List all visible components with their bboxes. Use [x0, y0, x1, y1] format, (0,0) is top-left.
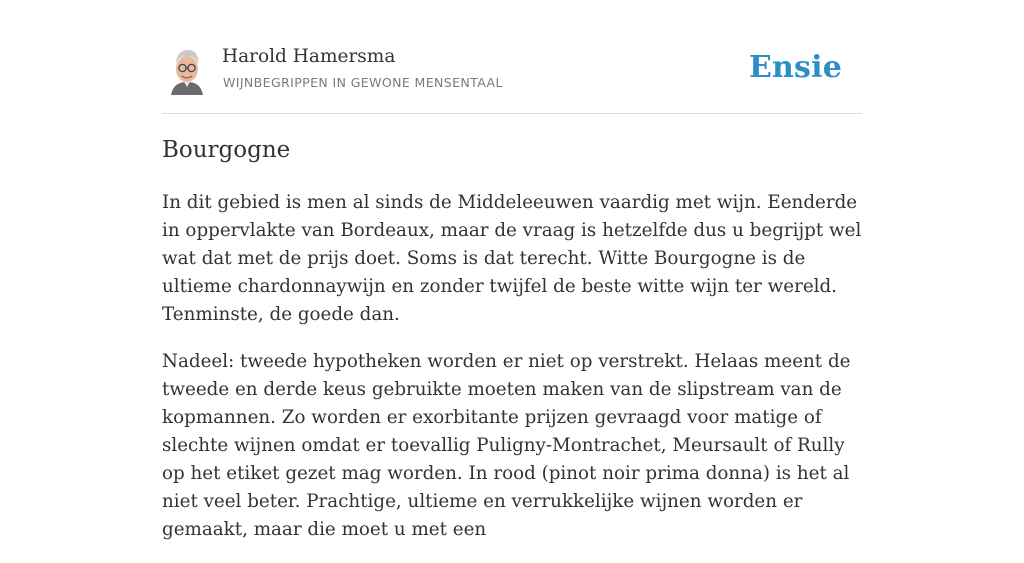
article-body	[162, 189, 867, 563]
author-name[interactable]: Harold Hamersma	[222, 46, 396, 67]
article-header	[162, 0, 862, 114]
author-tagline: WIJNBEGRIPPEN IN GEWONE MENSENTAAL	[223, 75, 503, 90]
author-portrait-icon	[167, 47, 207, 95]
avatar[interactable]	[167, 47, 207, 95]
article-paragraph: In dit gebied is men al sinds de Middeleeuwen vaardig met wijn. Eenderde in oppervlakte van Bordeaux, maar de vraag is hetzelfde dus u begrijpt wel wat dat met de prijs doet. Soms is dat terecht. Witte Bourgogne is de ultieme chardonnaywijn en zonder twijfel de beste witte wijn ter wereld. Tenminste, de goede dan.	[162, 192, 862, 325]
article-paragraph: Nadeel: tweede hypotheken worden er niet op verstrekt. Helaas meent de tweede en derde keus gebruikte moeten maken van de slipstream van de kopmannen. Zo worden er exorbitante prijzen gevraagd voor matige of slechte wijnen omdat er toevallig Puligny-Montrachet, Meursault of Rully op het etiket gezet mag worden. In rood (pinot noir prima donna) is het al niet veel beter. Prachtige, ultieme en verrukkelijke wijnen worden er gemaakt, maar die moet u met een	[162, 351, 851, 540]
page-title: Bourgogne	[162, 137, 291, 163]
ensie-logo[interactable]: Ensie	[748, 50, 842, 85]
article-page	[162, 0, 862, 540]
